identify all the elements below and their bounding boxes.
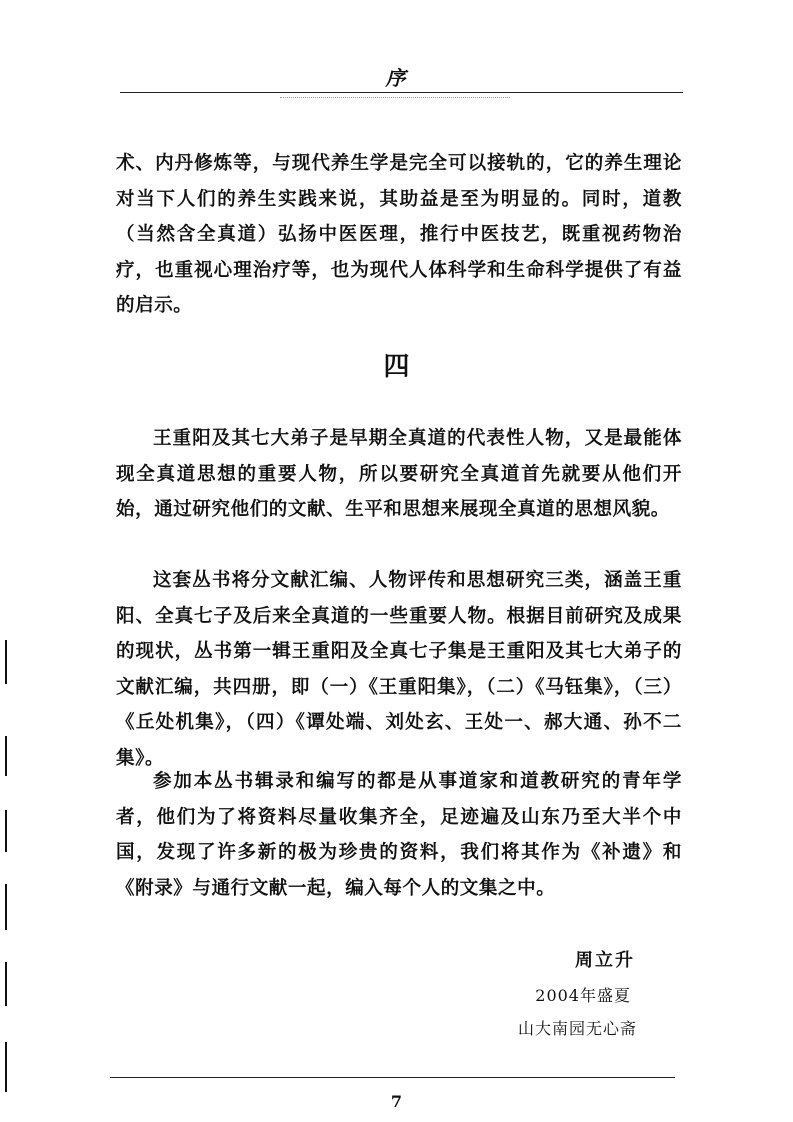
header-rule-speckle [280, 97, 510, 98]
section-heading: 四 [383, 352, 410, 382]
header-rule [120, 92, 683, 93]
paragraph-contributors: 参加本丛书辑录和编写的都是从事道家和道教研究的青年学者，他们为了将资料尽量收集齐全，足迹遍及山东乃至大半个中国，发现了许多新的极为珍贵的资料，我们将其作为《补遗》和《附录》与通行文献一起，编入每个人的文集之中。 [116, 771, 682, 899]
paragraph-continued: 术、内丹修炼等，与现代养生学是完全可以接轨的，它的养生理论对当下人们的养生实践来说，其助益是至为明显的。同时，道教（当然含全真道）弘扬中医医理，推行中医技艺，既重视药物治疗，也重视心理治疗等，也为现代人体科学和生命科学提供了有益的启示。 [116, 153, 682, 316]
signature-date: 2004年盛夏 [535, 986, 631, 1005]
scan-binding-mark [5, 810, 7, 852]
paragraph-series-contents: 这套丛书将分文献汇编、人物评传和思想研究三类，涵盖王重阳、全真七子及后来全真道的一些重要人物。根据目前研究及成果的现状，丛书第一辑王重阳及全真七子集是王重阳及其七大弟子的文献汇编，共四册，即（一）《王重阳集》，（二）《马钰集》，（三）《丘处机集》，（四）《谭处端、刘处玄、王处一、郝大通、孙不二集》。 [116, 570, 682, 769]
paragraph-quanzhen-founders: 王重阳及其七大弟子是早期全真道的代表性人物，又是最能体现全真道思想的重要人物，所以要研究全真道首先就要从他们开始，通过研究他们的文献、生平和思想来展现全真道的思想风貌。 [116, 428, 682, 520]
scan-binding-mark [5, 962, 7, 1006]
signature-author: 周立升 [575, 950, 635, 971]
scan-binding-mark [5, 1042, 7, 1092]
page-number: 7 [390, 1092, 403, 1111]
scan-binding-mark [5, 736, 7, 776]
scan-binding-mark [5, 640, 7, 684]
signature-place: 山大南园无心斋 [517, 1019, 637, 1038]
scan-binding-mark [5, 884, 7, 930]
running-head-title: 序 [385, 66, 408, 90]
footer-rule [110, 1077, 675, 1078]
